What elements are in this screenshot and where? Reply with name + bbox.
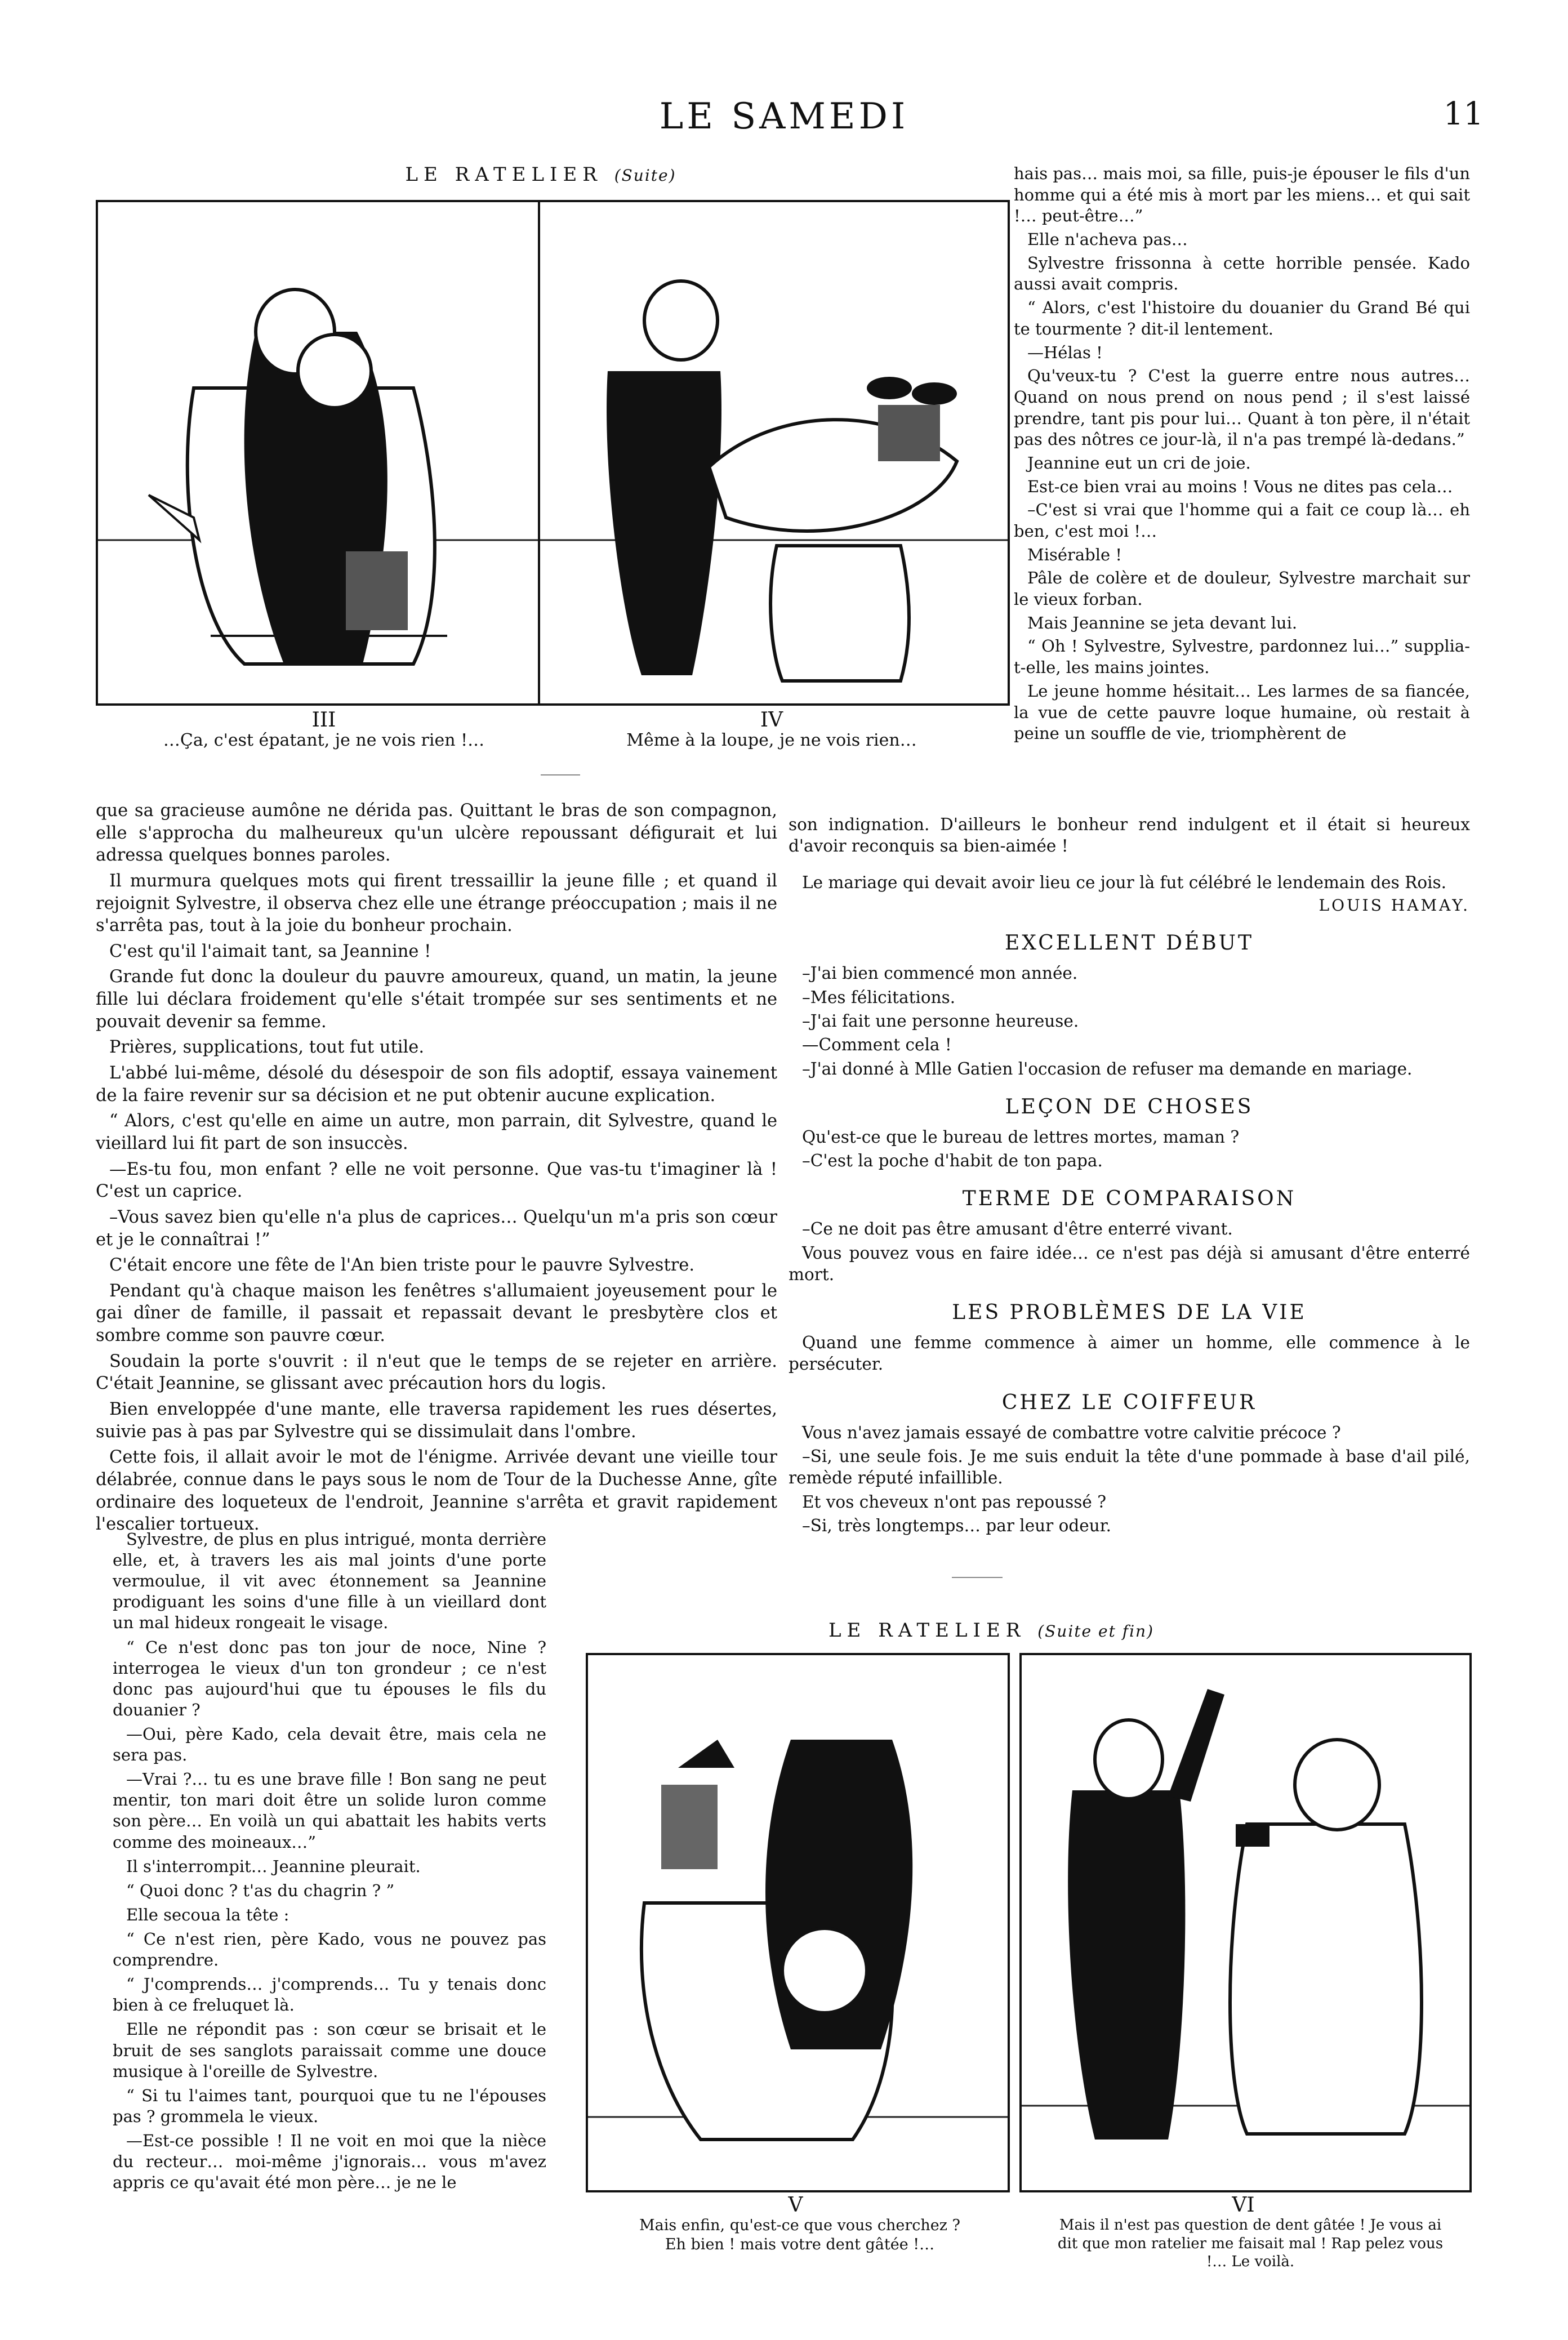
page-number: 11 bbox=[1443, 96, 1484, 132]
illustration-IV bbox=[538, 200, 1010, 706]
paragraph: Mais Jeannine se jeta devant lui. bbox=[1027, 613, 1298, 632]
illustration-III-drawing bbox=[98, 202, 554, 703]
dialogue-line: –Ce ne doit pas être amusant d'être enterré vivant. bbox=[802, 1219, 1233, 1239]
paragraph: Le mariage qui devait avoir lieu ce jour là fut célébré le lendemain des Rois. bbox=[802, 872, 1447, 892]
author-signature: LOUIS HAMAY. bbox=[1318, 896, 1470, 915]
paragraph: Bien enveloppée d'une mante, elle traversa rapidement les rues désertes, suivie pas à pas par Sylvestre qui se dissimulait dans l'ombre. bbox=[96, 1399, 777, 1442]
paragraph: “ Alors, c'est qu'elle en aime un autre, mon parrain, dit Sylvestre, quand le vieillard lui fit part de son insuccès. bbox=[96, 1111, 777, 1153]
paragraph: —Est-ce possible ! Il ne voit en moi que la nièce du recteur… moi-même j'ignorais… vous m'avez appris ce qu'avait été mon père… je ne le bbox=[113, 2130, 546, 2192]
paragraph: —Vrai ?… tu es une brave fille ! Bon sang ne peut mentir, ton mari doit être un solide luron comme son père… En voilà un qui abattait les habits verts comme des moineaux…” bbox=[113, 1770, 546, 1852]
dialogue-line: –J'ai bien commencé mon année. bbox=[802, 964, 1078, 983]
dialogue-line: —Comment cela ! bbox=[802, 1035, 952, 1055]
dialogue-line: Qu'est-ce que le bureau de lettres mortes, maman ? bbox=[802, 1127, 1240, 1147]
left-column bbox=[96, 800, 777, 1535]
paragraph: Grande fut donc la douleur du pauvre amoureux, quand, un matin, la jeune fille lui déclara froidement qu'elle s'était trompée sur ses sentiments et ne pouvait devenir sa femme. bbox=[96, 967, 777, 1032]
paragraph: “ Ce n'est rien, père Kado, vous ne pouvez pas comprendre. bbox=[113, 1929, 546, 1970]
paragraph: Est-ce bien vrai au moins ! Vous ne dites pas cela… bbox=[1027, 476, 1453, 496]
paragraph: —Es-tu fou, mon enfant ? elle ne voit personne. Que vas-tu t'imaginer là ! C'est un caprice. bbox=[96, 1159, 777, 1202]
section-title: TERME DE COMPARAISON bbox=[962, 1187, 1297, 1211]
paragraph: Elle n'acheva pas… bbox=[1027, 230, 1188, 249]
top-illustration-title: LE RATELIER (Suite) bbox=[405, 163, 676, 186]
dialogue-line: Vous pouvez vous en faire idée… ce n'est pas déjà si amusant d'être enterré mort. bbox=[789, 1243, 1470, 1284]
paragraph: Pendant qu'à chaque maison les fenêtres s'allumaient joyeusement pour le gai dîner de famille, il passait et repassait devant le presbytère clos et sombre comme son pauvre cœur. bbox=[96, 1281, 777, 1346]
paragraph: —Oui, père Kado, cela devait être, mais cela ne sera pas. bbox=[113, 1724, 546, 1765]
figure-VI-number: VI bbox=[1232, 2194, 1255, 2217]
dialogue-line: –C'est la poche d'habit de ton papa. bbox=[802, 1151, 1103, 1171]
figure-IV-number: IV bbox=[760, 708, 783, 732]
paragraph: Prières, supplications, tout fut utile. bbox=[109, 1037, 425, 1058]
paragraph: hais pas… mais moi, sa fille, puis-je épouser le fils d'un homme qui a été mis à mort par les miens… et qui sait !… peut-être…” bbox=[1014, 164, 1470, 226]
dialogue-line: Vous n'avez jamais essayé de combattre votre calvitie précoce ? bbox=[802, 1423, 1341, 1442]
illustration-III bbox=[96, 200, 556, 706]
paragraph: C'est qu'il l'aimait tant, sa Jeannine ! bbox=[109, 941, 431, 961]
dialogue-line: –J'ai donné à Mlle Gatien l'occasion de refuser ma demande en mariage. bbox=[802, 1059, 1413, 1078]
paragraph: Le jeune homme hésitait… Les larmes de sa fiancée, la vue de cette pauvre loque humaine, où restait à peine un souffle de vie, triomphèrent de bbox=[1014, 681, 1470, 743]
paragraph: que sa gracieuse aumône ne dérida pas. Quittant le bras de son compagnon, elle s'approcha du malheureux qu'un ulcère repoussant défigurait et lui adressa quelques bonnes paroles. bbox=[96, 801, 777, 866]
paragraph: –C'est si vrai que l'homme qui a fait ce coup là… eh ben, c'est moi !… bbox=[1014, 500, 1470, 541]
paragraph: “ Quoi donc ? t'as du chagrin ? ” bbox=[126, 1880, 395, 1900]
paragraph: C'était encore une fête de l'An bien triste pour le pauvre Sylvestre. bbox=[109, 1255, 695, 1276]
paragraph: Qu'veux-tu ? C'est la guerre entre nous autres… Quand on nous prend on nous pend ; il s'est laissé prendre, tant pis pour lui… Quant à ton père, il n'était pas des nôtres ce jour-là, il n'a pas trempé là-dedans.” bbox=[1014, 366, 1470, 449]
paragraph: “ Oh ! Sylvestre, Sylvestre, pardonnez lui…” supplia-t-elle, les mains jointes. bbox=[1014, 636, 1470, 678]
paragraph: son indignation. D'ailleurs le bonheur rend indulgent et il était si heureux d'avoir reconquis sa bien-aimée ! bbox=[789, 815, 1470, 856]
divider bbox=[541, 774, 580, 775]
dialogue-line: Quand une femme commence à aimer un homme, elle commence à le persécuter. bbox=[789, 1333, 1470, 1374]
paragraph: Soudain la porte s'ouvrit : il n'eut que le temps de se rejeter en arrière. C'était Jeannine, se glissant avec précaution hors du logis. bbox=[96, 1351, 777, 1394]
paragraph: “ Alors, c'est l'histoire du douanier du Grand Bé qui te tourmente ? dit-il lentement. bbox=[1014, 298, 1470, 338]
dialogue-line: –Si, une seule fois. Je me suis enduit la tête d'une pommade à base d'ail pilé, remède réputé infaillible. bbox=[789, 1446, 1470, 1488]
bottom-illustration-title: LE RATELIER (Suite et fin) bbox=[828, 1619, 1155, 1642]
dialogue-line: –J'ai fait une personne heureuse. bbox=[802, 1011, 1079, 1031]
section-title: CHEZ LE COIFFEUR bbox=[1001, 1390, 1257, 1414]
masthead: LE SAMEDI bbox=[659, 96, 909, 137]
paragraph: Elle ne répondit pas : son cœur se brisait et le bruit de ses sanglots paraissait comme une douce musique à l'oreille de Sylvestre. bbox=[113, 2020, 546, 2081]
figure-III-caption: …Ça, c'est épatant, je ne vois rien !… bbox=[163, 730, 485, 750]
divider bbox=[952, 1577, 1003, 1578]
figure-VI-caption: Mais il n'est pas question de dent gâtée ! Je vous ai dit que mon ratelier me faisait mal ! Rap pelez vous !… Le voilà. bbox=[1057, 2217, 1444, 2270]
paragraph: L'abbé lui-même, désolé du désespoir de son fils adoptif, essaya vainement de la faire revenir sur sa décision et ne put obtenir aucune explication. bbox=[96, 1063, 777, 1106]
paragraph: Misérable ! bbox=[1027, 545, 1122, 564]
section-title: EXCELLENT DÉBUT bbox=[1004, 931, 1254, 955]
paragraph: Sylvestre, de plus en plus intrigué, monta derrière elle, et, à travers les ais mal joints d'une porte vermoulue, il vit avec étonnement sa Jeannine prodiguant les soins d'une fille à un vieillard dont un mal hideux rongeait le visage. bbox=[113, 1530, 546, 1633]
right-wide-column bbox=[789, 814, 1470, 1614]
illustration-VI-drawing bbox=[1022, 1655, 1469, 2190]
figure-III-number: III bbox=[311, 708, 336, 732]
paragraph: “ Si tu l'aimes tant, pourquoi que tu ne l'épouses pas ? grommela le vieux. bbox=[113, 2085, 546, 2126]
paragraph: “ J'comprends… j'comprends… Tu y tenais donc bien à ce freluquet là. bbox=[113, 1974, 546, 2015]
paragraph: Il s'interrompit… Jeannine pleurait. bbox=[126, 1856, 421, 1876]
paragraph: Il murmura quelques mots qui firent tressaillir la jeune fille ; et quand il rejoignit Sylvestre, il observa chez elle une étrange préoccupation ; mais il ne s'arrêta pas, tout à la joie du bonheur prochain. bbox=[96, 871, 777, 936]
section-title: LEÇON DE CHOSES bbox=[1005, 1095, 1254, 1118]
paragraph: Cette fois, il allait avoir le mot de l'énigme. Arrivée devant une vieille tour délabrée, connue dans le pays sous le nom de Tour de la Duchesse Anne, gîte ordinaire des loqueteux de l'endroit, Jeannine s'arrêta et gravit rapidement l'escalier tortueux. bbox=[96, 1447, 777, 1535]
figure-V-caption: Mais enfin, qu'est-ce que vous cherchez ? Eh bien ! mais votre dent gâtée !… bbox=[639, 2217, 961, 2253]
section-title: LES PROBLÈMES DE LA VIE bbox=[952, 1301, 1307, 1325]
narrow-column bbox=[113, 1529, 546, 2278]
illustration-V bbox=[586, 1653, 1010, 2192]
dialogue-line: –Si, très longtemps… par leur odeur. bbox=[802, 1516, 1112, 1535]
illustration-VI bbox=[1019, 1653, 1472, 2192]
right-column bbox=[1014, 163, 1470, 800]
illustration-V-drawing bbox=[588, 1655, 1008, 2190]
paragraph: Jeannine eut un cri de joie. bbox=[1027, 453, 1251, 473]
dialogue-line: –Mes félicitations. bbox=[802, 987, 956, 1007]
paragraph: Pâle de colère et de douleur, Sylvestre marchait sur le vieux forban. bbox=[1014, 568, 1470, 609]
paragraph: Sylvestre frissonna à cette horrible pensée. Kado aussi avait compris. bbox=[1014, 253, 1470, 294]
figure-V-number: V bbox=[788, 2194, 803, 2217]
paragraph: —Hélas ! bbox=[1027, 342, 1103, 362]
paragraph: Elle secoua la tête : bbox=[126, 1905, 289, 1924]
dialogue-line: Et vos cheveux n'ont pas repoussé ? bbox=[802, 1492, 1107, 1512]
figure-IV-caption: Même à la loupe, je ne vois rien… bbox=[626, 730, 917, 750]
illustration-IV-drawing bbox=[540, 202, 1008, 703]
paragraph: –Vous savez bien qu'elle n'a plus de caprices… Quelqu'un m'a pris son cœur et je le connaîtrai !” bbox=[96, 1207, 777, 1250]
paragraph: “ Ce n'est donc pas ton jour de noce, Nine ? interrogea le vieux d'un ton grondeur ; ce n'est donc pas aujourd'hui que tu épouses le fils du douanier ? bbox=[113, 1637, 546, 1719]
